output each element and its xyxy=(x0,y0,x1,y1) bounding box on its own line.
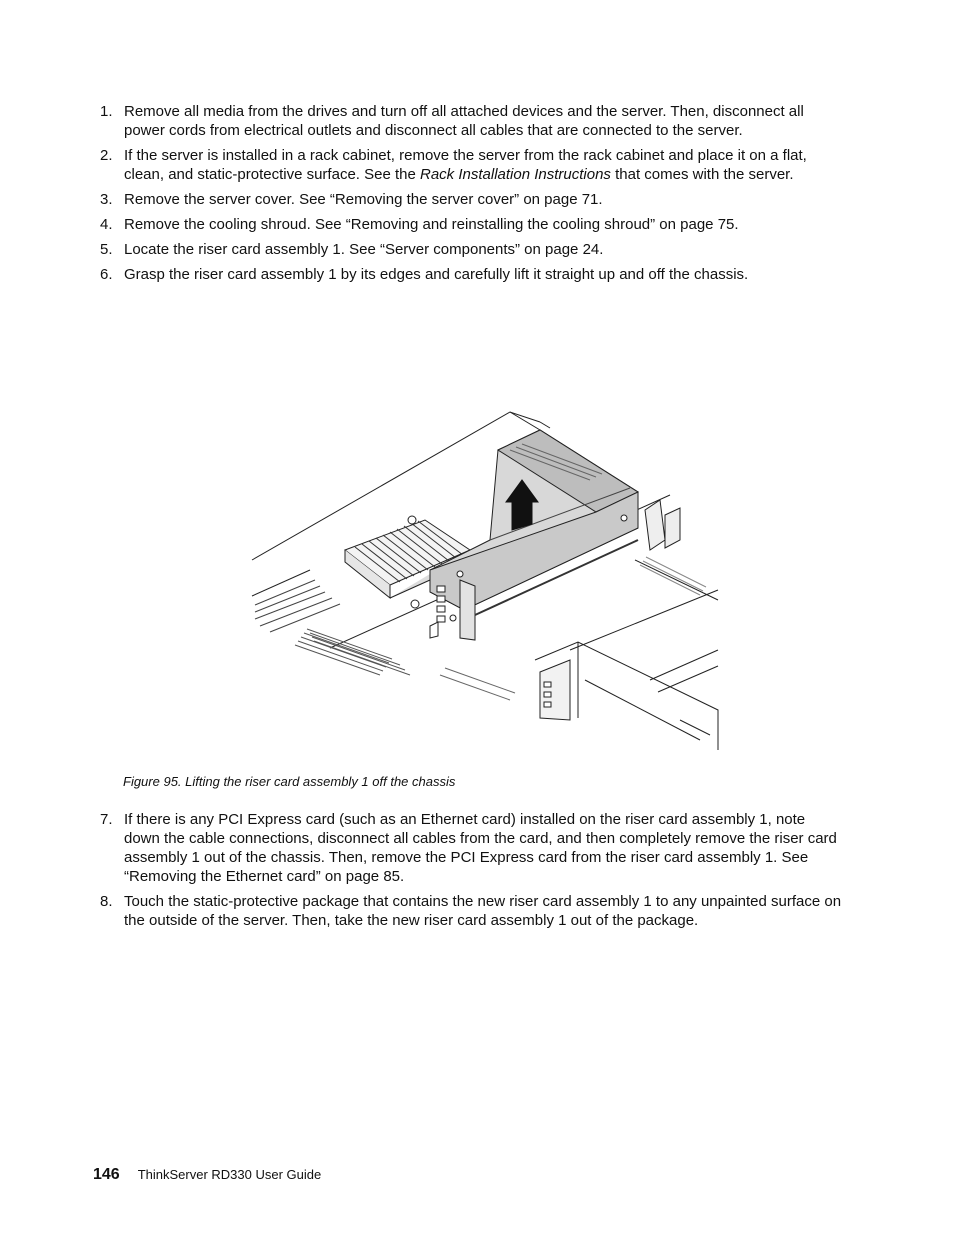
step-text: Grasp the riser card assembly 1 by its edges and carefully lift it straight up and off the chassis. xyxy=(124,266,749,283)
step-number: 8. xyxy=(100,893,113,910)
step-number: 5. xyxy=(100,241,113,258)
step-number: 6. xyxy=(100,266,113,283)
steps-list-before-figure xyxy=(100,102,845,290)
step-text: Remove the cooling shroud. See “Removing and reinstalling the cooling shroud” on page 75. xyxy=(124,216,739,233)
step-6 xyxy=(100,265,845,284)
step-number: 3. xyxy=(100,191,113,208)
step-7 xyxy=(100,810,845,886)
riser-card-illustration xyxy=(240,400,730,760)
page-number: 146 xyxy=(93,1166,120,1183)
figure-caption: Figure 95. Lifting the riser card assembly 1 off the chassis xyxy=(123,774,456,789)
step-2 xyxy=(100,146,845,184)
document-title: ThinkServer RD330 User Guide xyxy=(137,1167,322,1182)
page-footer xyxy=(93,1166,321,1184)
step-text: If there is any PCI Express card (such as an Ethernet card) installed on the riser card assembly 1, note down the cable connections, disconnect all cables from the card, and then completely remove the riser card assembly 1 out of the chassis. Then, remove the PCI Express card from the riser card assembly 1. See “Removing the Ethernet card” on page 85. xyxy=(124,811,837,885)
riser-card-assembly-icon xyxy=(430,430,638,640)
step-3 xyxy=(100,190,845,209)
step-text: Locate the riser card assembly 1. See “Server components” on page 24. xyxy=(124,241,604,258)
step-text: If the server is installed in a rack cabinet, remove the server from the rack cabinet and place it on a flat, clean, and static-protective surface. See the Rack Installation Instructions that comes with the server. xyxy=(124,147,807,183)
doc-reference: Rack Installation Instructions xyxy=(420,166,611,183)
step-4 xyxy=(100,215,845,234)
step-text: Remove the server cover. See “Removing the server cover” on page 71. xyxy=(124,191,603,208)
step-text: Remove all media from the drives and turn off all attached devices and the server. Then, disconnect all power cords from electrical outlets and disconnect all cables that are connected to the server. xyxy=(124,103,804,139)
step-number: 2. xyxy=(100,147,113,164)
step-1 xyxy=(100,102,845,140)
step-number: 7. xyxy=(100,811,113,828)
steps-list-after-figure xyxy=(100,810,845,936)
step-8 xyxy=(100,892,845,930)
step-number: 4. xyxy=(100,216,113,233)
step-5 xyxy=(100,240,845,259)
step-text: Touch the static-protective package that contains the new riser card assembly 1 to any unpainted surface on the outside of the server. Then, take the new riser card assembly 1 out of the package. xyxy=(124,893,842,929)
step-number: 1. xyxy=(100,103,113,120)
